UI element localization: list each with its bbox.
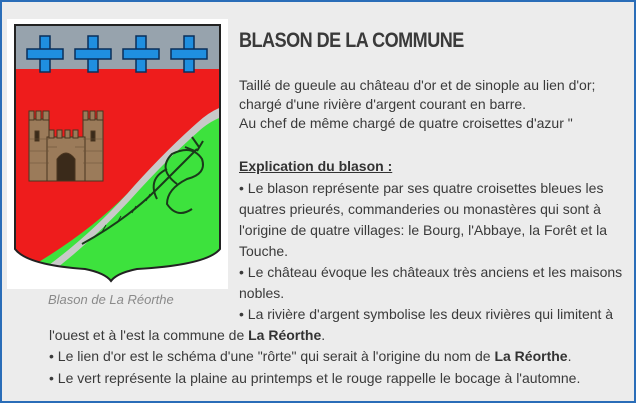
list-item-continuation: quatres prieurés, commanderies ou monastères qui sont à <box>239 201 601 217</box>
list-item-text: La rivière d'argent symbolise les deux rivières qui limitent à <box>247 306 614 322</box>
section-title: BLASON DE LA COMMUNE <box>239 29 464 52</box>
blazon-line: Taillé de gueule au château d'or et de sinople au lien d'or; <box>239 77 596 93</box>
coat-of-arms-image <box>7 19 228 289</box>
explication-heading: Explication du blason : <box>239 158 393 174</box>
blazon-line: chargé d'une rivière d'argent courant en barre. <box>239 96 527 112</box>
list-item <box>49 346 571 367</box>
list-item-text: Le blason représente par ses quatre croisettes bleues les <box>247 180 604 196</box>
bullet-glyph: • <box>239 306 244 322</box>
list-item <box>239 262 622 283</box>
list-item <box>49 368 580 389</box>
text-run: Le lien d'or est le schéma d'une "rôrte" qui serait à l'origine du nom de <box>57 348 495 364</box>
text-run: l'ouest et à l'est la commune de <box>49 327 249 343</box>
list-item-text: Le château évoque les châteaux très anciens et les maisons <box>247 264 623 280</box>
commune-name: La Réorthe <box>494 348 568 364</box>
list-item <box>239 178 603 199</box>
bullet-glyph: • <box>239 180 244 196</box>
list-item-continuation: l'origine de quatre villages: le Bourg, l'Abbaye, la Forêt et la <box>239 222 607 238</box>
commune-name: La Réorthe <box>248 327 322 343</box>
image-caption: Blason de La Réorthe <box>48 292 174 307</box>
list-item <box>239 304 613 325</box>
bullet-glyph: • <box>239 264 244 280</box>
list-item-continuation: Touche. <box>239 243 289 259</box>
list-item-continuation: nobles. <box>239 285 285 301</box>
list-item-text: Le vert représente la plaine au printemps et le rouge rappelle le bocage à l'automne. <box>57 370 581 386</box>
bullet-glyph: • <box>49 370 54 386</box>
text-run: . <box>567 348 572 364</box>
blazon-line: Au chef de même chargé de quatre croisettes d'azur " <box>239 115 573 131</box>
blazon-description <box>239 76 629 133</box>
text-run: . <box>321 327 326 343</box>
bullet-glyph: • <box>49 348 54 364</box>
list-item-continuation <box>49 325 325 346</box>
